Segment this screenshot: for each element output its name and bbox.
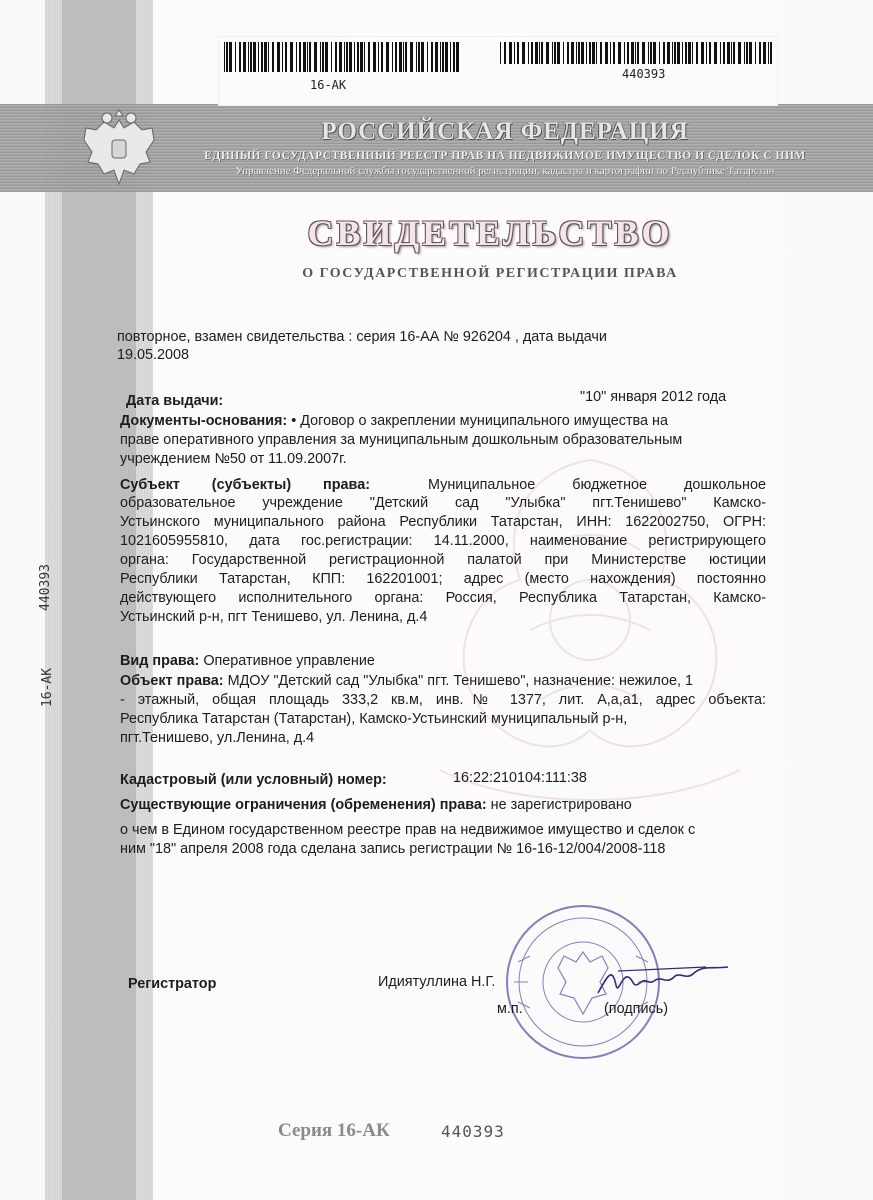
documents-line-1 [120,412,668,430]
barcode [218,36,778,106]
barcode-number: 440393 [622,67,666,81]
side-number: 440393 [37,564,53,611]
subject-line-2: образовательное учреждение "Детский сад "Улыбка" пгт.Тенишево" Камско- [120,495,766,511]
subject-line-7: действующего исполнительного органа: Россия, Республика Татарстан, Камско- [120,590,766,606]
documents-text-1: • Договор о закреплении муниципального имущества на [291,413,668,429]
document-subtitle: О ГОСУДАРСТВЕННОЙ РЕГИСТРАЦИИ ПРАВА [302,266,678,281]
double-headed-eagle-icon [74,106,164,202]
side-series: 16-АК [40,667,56,708]
object-line-1 [120,672,693,690]
encumbrance-value: не зарегистрировано [490,797,632,813]
subject-line-1 [428,476,766,494]
record-line-1: о чем в Едином государственном реестре прав на недвижимое имущество и сделок с [120,822,696,838]
cadastral-label: Кадастровый (или условный) номер: [120,772,387,788]
subject-line-8: Устьинский р-н, пгт Тенишево, ул. Ленина, д.4 [120,609,428,625]
side-serial [30,560,70,720]
footer-series: Серия 16-АК [278,1120,390,1141]
object-label: Объект права: [120,673,224,689]
handwritten-signature [588,955,738,1005]
right-type-line [120,652,375,670]
repeat-line-2: 19.05.2008 [117,347,190,363]
subject-word-3: дошкольное [684,477,766,493]
object-line-4: пгт.Тенишево, ул.Ленина, д.4 [120,730,315,746]
authority-title: Управление Федеральной службы государственной регистрации, кадастра и картографии по Республике Татарстан [235,165,775,177]
footer-number: 440393 [441,1122,505,1141]
subject-line-5: органа: Государственной регистрационной палатой при Министерстве юстиции [120,552,766,568]
subject-label-word-3: права: [323,477,370,493]
registry-title: ЕДИНЫЙ ГОСУДАРСТВЕННЫЙ РЕЕСТР ПРАВ НА НЕДВИЖИМОЕ ИМУЩЕСТВО И СДЕЛОК С НИМ [204,150,806,162]
coat-of-arms-emblem [74,106,164,202]
subject-line-6: Республики Татарстан, КПП: 162201001; адрес (место нахождения) постоянно [120,571,766,587]
signature-scribble-icon [588,955,738,1005]
country-title: РОССИЙСКАЯ ФЕДЕРАЦИЯ [321,118,689,145]
subject-label-word-2: (субъекты) [211,477,292,493]
object-line-2: - этажный, общая площадь 333,2 кв.м, инв.№ 1377, лит. А,а,а1, адрес объекта: [120,692,766,708]
subject-word-1: Муниципальное [428,477,536,493]
documents-line-2: праве оперативного управления за муниципальным дошкольным образовательным [120,432,683,448]
issue-date-label: Дата выдачи: [126,393,224,409]
registrar-label: Регистратор [128,976,217,992]
subject-word-2: бюджетное [572,477,648,493]
cadastral-value: 16:22:210104:111:38 [453,770,587,786]
encumbrance-line [120,796,632,814]
registrar-signature-label: (подпись) [604,1001,668,1017]
subject-label [120,476,370,494]
registrar-mp: м.п. [497,1001,523,1017]
object-text-1: МДОУ "Детский сад "Улыбка" пгт. Тенишево", назначение: нежилое, 1 [227,673,693,689]
barcode-icon [218,36,778,106]
barcode-series: 16-AK [310,78,347,92]
issue-date-value: "10" января 2012 года [580,389,727,405]
right-type-label: Вид права: [120,653,200,669]
encumbrance-label: Существующие ограничения (обременения) права: [120,797,487,813]
record-line-2: ним "18" апреля 2008 года сделана запись регистрации № 16-16-12/004/2008-118 [120,841,666,857]
document-title: СВИДЕТЕЛЬСТВО [307,213,673,253]
header-block [190,118,820,177]
subject-label-word-1: Субъект [120,477,180,493]
repeat-line-1: повторное, взамен свидетельства : серия 16-АА № 926204 , дата выдачи [117,329,607,345]
documents-line-3: учреждением №50 от 11.09.2007г. [120,451,347,467]
registrar-name: Идиятуллина Н.Г. [378,974,496,990]
documents-label: Документы-основания: [120,413,288,429]
subject-line-3: Устьинского муниципального района Республики Татарстан, ИНН: 1622002750, ОГРН: [120,514,766,530]
right-type-value: Оперативное управление [203,653,375,669]
subject-line-4: 1021605955810, дата гос.регистрации: 14.11.2000, наименование регистрирующего [120,533,766,549]
object-line-3: Республика Татарстан (Татарстан), Камско-Устьинский муниципальный р-н, [120,711,628,727]
